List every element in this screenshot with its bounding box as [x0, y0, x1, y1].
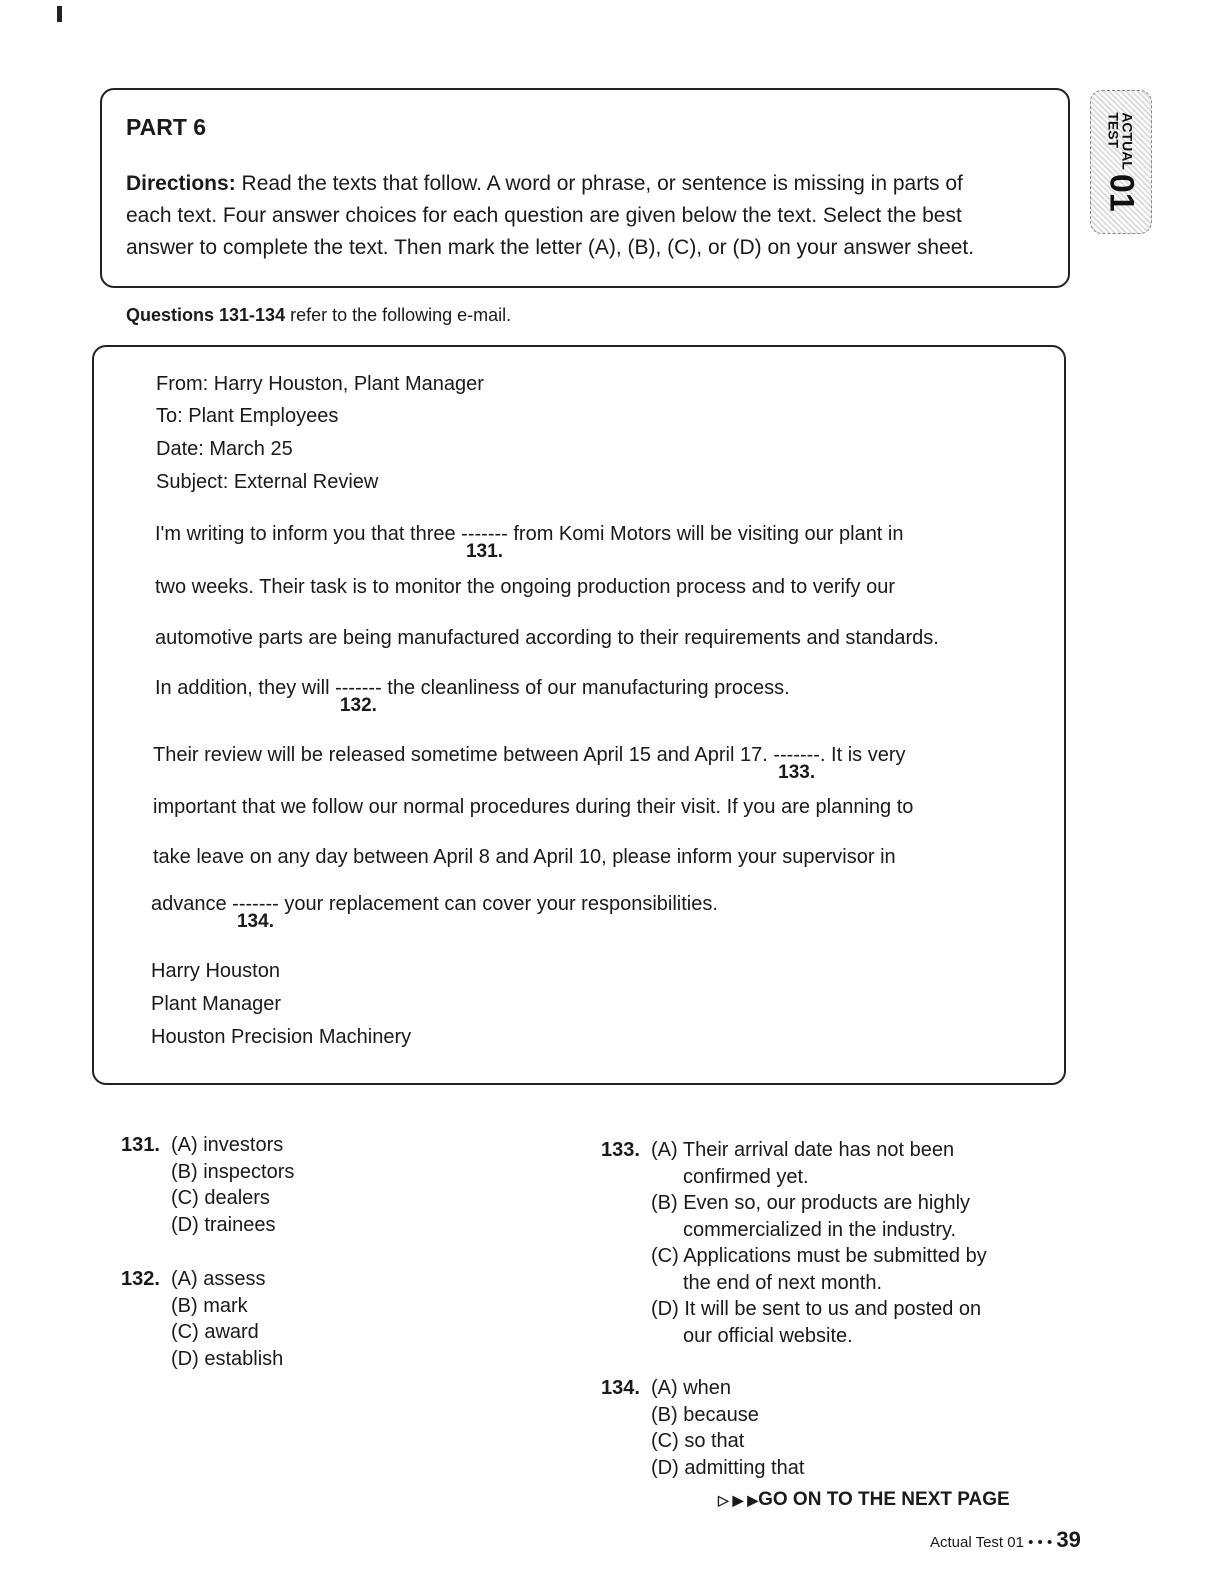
- option-d[interactable]: (D) trainees: [171, 1213, 276, 1236]
- play-arrows-icon: ▷ ▶ ▶: [718, 1492, 759, 1508]
- question-number: 131.: [121, 1134, 160, 1156]
- part-title: PART 6: [126, 114, 207, 140]
- blank-dashes: -------: [461, 523, 508, 545]
- signature-company: Houston Precision Machinery: [151, 1026, 412, 1048]
- signature-title: Plant Manager: [151, 993, 282, 1015]
- page-number: 39: [1056, 1527, 1081, 1552]
- question-134: [601, 1375, 1001, 1481]
- email-line: [151, 893, 718, 932]
- page-footer: [930, 1527, 1081, 1553]
- text: In addition, they will: [155, 677, 336, 699]
- blank-number: 133.: [778, 762, 816, 783]
- option-d[interactable]: (D) establish: [171, 1347, 284, 1370]
- option-a[interactable]: (A) when: [651, 1377, 732, 1399]
- question-number: 134.: [601, 1377, 640, 1399]
- option-b[interactable]: (B) inspectors: [171, 1160, 295, 1183]
- question-ref-text: refer to the following e-mail.: [285, 305, 512, 325]
- tab-line1: ACTUAL: [1120, 112, 1136, 170]
- blank-number: 134.: [236, 911, 274, 932]
- text: I'm writing to inform you that three: [155, 523, 462, 545]
- text: advance: [151, 893, 233, 915]
- text: your replacement can cover your responsibilities.: [278, 893, 718, 915]
- directions-text: [126, 168, 1056, 264]
- blank-number: 131.: [465, 541, 503, 562]
- tab-line2: TEST: [1106, 112, 1122, 149]
- scan-mark: [57, 6, 62, 22]
- email-from: From: Harry Houston, Plant Manager: [156, 373, 484, 395]
- text: from Komi Motors will be visiting our plant in: [507, 523, 904, 545]
- question-132: [121, 1266, 521, 1372]
- option-d[interactable]: (D) admitting that: [651, 1456, 805, 1479]
- text: Their review will be released sometime between April 15 and April 17.: [153, 744, 774, 766]
- next-page-label: GO ON TO THE NEXT PAGE: [758, 1489, 1010, 1510]
- blank-132[interactable]: [335, 677, 382, 716]
- directions-label: Directions:: [126, 172, 236, 195]
- option-a[interactable]: (A) Their arrival date has not been confirmed yet.: [651, 1139, 955, 1188]
- question-number: 132.: [121, 1268, 160, 1290]
- option-b[interactable]: (B) because: [651, 1403, 759, 1426]
- email-line: [153, 744, 906, 783]
- email-line: automotive parts are being manufactured according to their requirements and standards.: [155, 627, 939, 649]
- signature-name: Harry Houston: [151, 960, 280, 982]
- question-reference: [126, 305, 511, 326]
- option-a[interactable]: (A) investors: [171, 1134, 284, 1156]
- option-b[interactable]: (B) Even so, our products are highly commercialized in the industry.: [651, 1192, 971, 1241]
- email-line: [155, 677, 790, 716]
- question-number: 133.: [601, 1139, 640, 1161]
- blank-134[interactable]: [232, 893, 279, 932]
- blank-131[interactable]: [461, 523, 508, 562]
- email-line: [155, 523, 904, 562]
- option-c[interactable]: (C) award: [171, 1321, 259, 1343]
- email-date: Date: March 25: [156, 438, 293, 460]
- email-line: take leave on any day between April 8 and April 10, please inform your supervisor in: [153, 846, 896, 868]
- blank-dashes: -------: [773, 744, 820, 766]
- option-c[interactable]: (C) so that: [651, 1430, 745, 1452]
- question-range: Questions 131-134: [126, 305, 286, 325]
- blank-dashes: -------: [335, 677, 382, 699]
- page-label: Actual Test 01 • • •: [930, 1534, 1057, 1551]
- blank-dashes: -------: [232, 893, 279, 915]
- directions-line: Read the texts that follow. A word or phrase, or sentence is missing in parts of: [235, 172, 963, 195]
- question-131: [121, 1132, 521, 1238]
- email-subject: Subject: External Review: [156, 471, 379, 493]
- blank-number: 132.: [339, 695, 377, 716]
- text: the cleanliness of our manufacturing process.: [381, 677, 790, 699]
- directions-line: answer to complete the text. Then mark the letter (A), (B), (C), or (D) on your answer sheet.: [126, 236, 975, 259]
- directions-line: each text. Four answer choices for each question are given below the text. Select the best: [126, 204, 962, 227]
- email-line: important that we follow our normal procedures during their visit. If you are planning to: [153, 796, 914, 818]
- option-a[interactable]: (A) assess: [171, 1268, 266, 1290]
- email-line: two weeks. Their task is to monitor the ongoing production process and to verify our: [155, 576, 896, 598]
- question-133: [601, 1137, 1001, 1349]
- tab-label: [1102, 112, 1141, 211]
- next-page-notice: [718, 1489, 1010, 1511]
- blank-133[interactable]: [773, 744, 820, 783]
- option-d[interactable]: (D) It will be sent to us and posted on our official website.: [651, 1298, 982, 1347]
- actual-test-tab: [1090, 90, 1152, 234]
- option-c[interactable]: (C) dealers: [171, 1187, 270, 1209]
- email-to: To: Plant Employees: [156, 405, 339, 427]
- option-c[interactable]: (C) Applications must be submitted by the end of next month.: [651, 1245, 987, 1294]
- tab-number: 01: [1102, 173, 1141, 212]
- option-b[interactable]: (B) mark: [171, 1294, 248, 1317]
- text: . It is very: [819, 744, 906, 766]
